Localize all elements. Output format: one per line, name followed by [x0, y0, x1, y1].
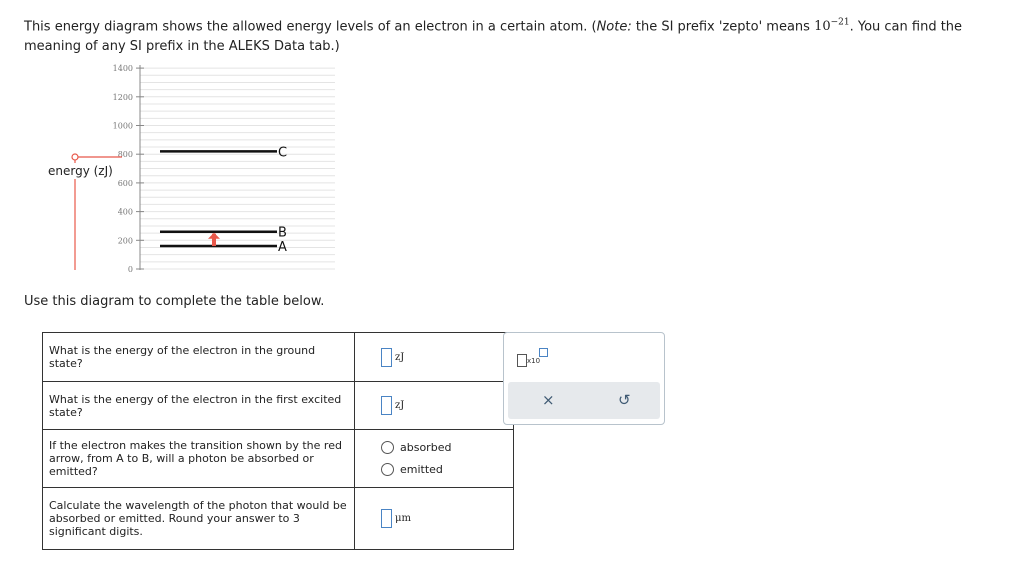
answer-cell — [355, 488, 514, 550]
unit-label: zJ — [395, 400, 405, 411]
intro-text — [24, 13, 1014, 57]
option-absorbed[interactable] — [381, 437, 513, 459]
option-emitted-label: emitted — [400, 463, 443, 476]
question-first-excited: What is the energy of the electron in the first excited state? — [43, 382, 355, 430]
tick-label: 1400 — [112, 64, 133, 74]
sci-notation-button[interactable] — [517, 347, 551, 369]
ground-state-energy-input[interactable] — [381, 348, 392, 367]
power-exponent: −21 — [830, 18, 850, 28]
transition-arrow — [208, 233, 220, 246]
sci-base-box — [517, 354, 527, 367]
level-label-a: A — [278, 240, 287, 256]
table-row — [43, 382, 514, 430]
question-table — [42, 332, 514, 550]
unit-label: μm — [395, 513, 411, 524]
clear-button[interactable]: × — [542, 391, 555, 409]
intro-part: the SI prefix 'zepto' means — [631, 19, 815, 35]
tick-label: 1000 — [112, 121, 133, 131]
intro-note: Note: — [596, 19, 632, 35]
toolbar-actions — [508, 382, 660, 419]
radio-emitted[interactable] — [381, 463, 394, 476]
answer-toolbar — [503, 332, 665, 425]
sci-notation-label: x10 — [527, 357, 541, 365]
question-absorbed-emitted: If the electron makes the transition shown by the red arrow, from A to B, will a photon be absorbed or emitted? — [43, 430, 355, 488]
y-axis-label: energy (zJ) — [48, 164, 113, 178]
unit-label: zJ — [395, 351, 405, 363]
zepto-power — [814, 19, 850, 34]
radio-absorbed[interactable] — [381, 441, 394, 454]
undo-button[interactable]: ↺ — [618, 391, 631, 409]
tick-label: 200 — [117, 236, 133, 246]
energy-diagram — [40, 60, 340, 275]
answer-cell — [355, 382, 514, 430]
tick-label: 0 — [127, 265, 133, 274]
option-emitted[interactable] — [381, 459, 513, 481]
table-row — [43, 333, 514, 382]
wavelength-input[interactable] — [381, 509, 392, 528]
tick-label: 800 — [117, 150, 133, 160]
instructions: Use this diagram to complete the table below. — [24, 294, 325, 309]
tick-label: 600 — [117, 178, 133, 188]
answer-cell — [355, 430, 514, 488]
first-excited-energy-input[interactable] — [381, 396, 392, 415]
answer-cell — [355, 333, 514, 382]
tick-label: 400 — [117, 207, 133, 217]
tick-label: 1200 — [112, 92, 133, 102]
question-ground-state: What is the energy of the electron in the ground state? — [43, 333, 355, 382]
grid-lines — [140, 68, 335, 269]
y-axis-label-group — [46, 154, 122, 270]
label-pointer-dot — [72, 154, 78, 160]
intro-part: This energy diagram shows the allowed energy levels of an electron in a certain atom. ( — [24, 19, 597, 35]
table-row — [43, 488, 514, 550]
power-base: 10 — [814, 19, 831, 35]
level-label-b: B — [278, 225, 287, 241]
table-row — [43, 430, 514, 488]
sci-exponent-box — [539, 348, 548, 357]
intro-part: . You can find the meaning of any SI prefix in the ALEKS Data tab.) — [24, 19, 963, 55]
level-label-c: C — [278, 145, 288, 161]
question-wavelength: Calculate the wavelength of the photon that would be absorbed or emitted. Round your answer to 3 significant digits. — [43, 488, 355, 550]
option-absorbed-label: absorbed — [400, 441, 452, 454]
